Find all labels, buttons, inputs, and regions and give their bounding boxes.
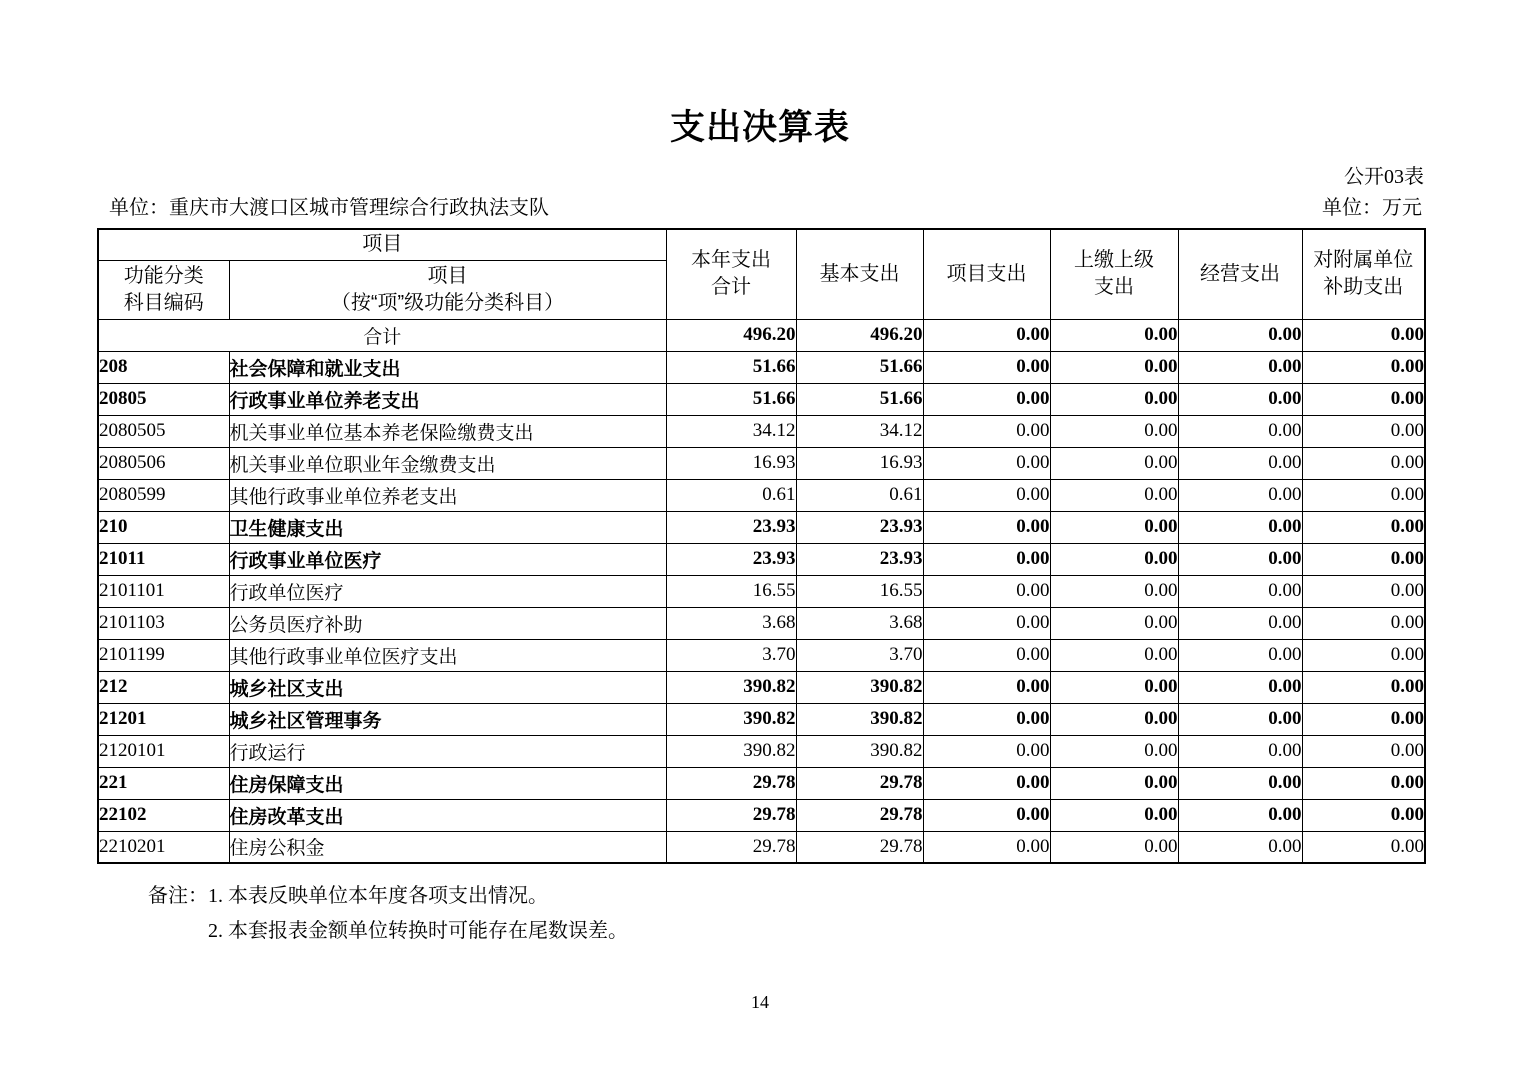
value-cell: 0.00 bbox=[1050, 607, 1178, 639]
value-cell: 390.82 bbox=[666, 671, 796, 703]
value-cell: 0.00 bbox=[1178, 671, 1302, 703]
value-cell: 29.78 bbox=[796, 767, 923, 799]
value-cell: 0.00 bbox=[923, 831, 1050, 863]
total-label-cell: 合计 bbox=[98, 319, 666, 351]
value-cell: 51.66 bbox=[796, 351, 923, 383]
header-function-code bbox=[98, 260, 229, 319]
value-cell: 16.93 bbox=[666, 447, 796, 479]
value-cell: 0.00 bbox=[923, 575, 1050, 607]
header-function-code-line2: 科目编码 bbox=[123, 291, 204, 314]
value-cell: 0.00 bbox=[1050, 351, 1178, 383]
value-cell: 0.00 bbox=[1050, 383, 1178, 415]
value-cell: 0.00 bbox=[1302, 383, 1425, 415]
value-cell: 0.00 bbox=[1050, 575, 1178, 607]
code-cell: 21201 bbox=[98, 703, 229, 735]
value-cell: 0.00 bbox=[1302, 671, 1425, 703]
item-name-cell: 其他行政事业单位医疗支出 bbox=[229, 639, 666, 671]
item-name-cell: 行政事业单位养老支出 bbox=[229, 383, 666, 415]
item-name-cell: 住房改革支出 bbox=[229, 799, 666, 831]
notes bbox=[148, 879, 628, 949]
value-cell: 34.12 bbox=[666, 415, 796, 447]
value-cell: 23.93 bbox=[796, 543, 923, 575]
value-cell: 0.00 bbox=[1302, 351, 1425, 383]
value-cell: 0.00 bbox=[1178, 543, 1302, 575]
value-cell: 0.00 bbox=[1050, 831, 1178, 863]
value-cell: 0.61 bbox=[796, 479, 923, 511]
value-cell: 0.00 bbox=[1302, 639, 1425, 671]
table-row bbox=[98, 543, 1425, 575]
item-name-cell: 住房公积金 bbox=[229, 831, 666, 863]
value-cell: 23.93 bbox=[666, 543, 796, 575]
value-cell: 51.66 bbox=[796, 383, 923, 415]
value-cell: 0.00 bbox=[1178, 703, 1302, 735]
code-cell: 2120101 bbox=[98, 735, 229, 767]
money-unit-label: 单位：万元 bbox=[1322, 197, 1422, 219]
header-item-name bbox=[229, 260, 666, 319]
header-upper-level-line1: 上缴上级 bbox=[1074, 249, 1154, 272]
header-year-total-line1: 本年支出 bbox=[691, 249, 771, 272]
item-name-cell: 城乡社区支出 bbox=[229, 671, 666, 703]
value-cell: 0.00 bbox=[923, 319, 1050, 351]
value-cell: 390.82 bbox=[796, 735, 923, 767]
value-cell: 0.00 bbox=[923, 543, 1050, 575]
table-row bbox=[98, 383, 1425, 415]
value-cell: 3.68 bbox=[796, 607, 923, 639]
value-cell: 0.00 bbox=[923, 447, 1050, 479]
table-row bbox=[98, 671, 1425, 703]
value-cell: 23.93 bbox=[666, 511, 796, 543]
value-cell: 0.00 bbox=[1050, 511, 1178, 543]
value-cell: 0.00 bbox=[1050, 735, 1178, 767]
value-cell: 0.00 bbox=[923, 607, 1050, 639]
header-project-expense: 项目支出 bbox=[923, 229, 1050, 319]
code-cell: 212 bbox=[98, 671, 229, 703]
value-cell: 0.00 bbox=[923, 671, 1050, 703]
code-cell: 21011 bbox=[98, 543, 229, 575]
value-cell: 51.66 bbox=[666, 383, 796, 415]
value-cell: 0.00 bbox=[1178, 831, 1302, 863]
header-basic-expense: 基本支出 bbox=[796, 229, 923, 319]
page-number: 14 bbox=[751, 992, 769, 1012]
value-cell: 16.93 bbox=[796, 447, 923, 479]
value-cell: 0.00 bbox=[1302, 799, 1425, 831]
value-cell: 0.00 bbox=[923, 415, 1050, 447]
code-cell: 221 bbox=[98, 767, 229, 799]
value-cell: 0.00 bbox=[1178, 639, 1302, 671]
value-cell: 0.00 bbox=[1050, 799, 1178, 831]
value-cell: 0.00 bbox=[1050, 703, 1178, 735]
code-cell: 2080599 bbox=[98, 479, 229, 511]
value-cell: 0.00 bbox=[1302, 735, 1425, 767]
header-subsidy bbox=[1302, 229, 1425, 319]
item-name-cell: 行政运行 bbox=[229, 735, 666, 767]
value-cell: 29.78 bbox=[666, 831, 796, 863]
header-subsidy-line1: 对附属单位 bbox=[1313, 249, 1414, 272]
header-subsidy-line2: 补助支出 bbox=[1323, 276, 1404, 299]
note-line: 2. 本套报表金额单位转换时可能存在尾数误差。 bbox=[208, 920, 628, 942]
value-cell: 0.00 bbox=[1302, 447, 1425, 479]
value-cell: 3.70 bbox=[666, 639, 796, 671]
value-cell: 0.00 bbox=[1302, 767, 1425, 799]
value-cell: 16.55 bbox=[666, 575, 796, 607]
value-cell: 0.00 bbox=[1302, 703, 1425, 735]
value-cell: 0.00 bbox=[1050, 543, 1178, 575]
value-cell: 390.82 bbox=[666, 735, 796, 767]
expenditure-table bbox=[97, 228, 1426, 864]
header-upper-level-line2: 支出 bbox=[1094, 276, 1134, 299]
value-cell: 0.00 bbox=[1178, 511, 1302, 543]
item-name-cell: 机关事业单位基本养老保险缴费支出 bbox=[229, 415, 666, 447]
notes-label: 备注： bbox=[148, 885, 208, 907]
value-cell: 0.00 bbox=[1178, 607, 1302, 639]
value-cell: 0.00 bbox=[1178, 383, 1302, 415]
value-cell: 0.00 bbox=[1302, 511, 1425, 543]
code-cell: 2210201 bbox=[98, 831, 229, 863]
item-name-cell: 卫生健康支出 bbox=[229, 511, 666, 543]
header-item-name-line1: 项目 bbox=[427, 264, 468, 287]
value-cell: 0.00 bbox=[1178, 351, 1302, 383]
value-cell: 0.00 bbox=[1050, 319, 1178, 351]
item-name-cell: 社会保障和就业支出 bbox=[229, 351, 666, 383]
note-line: 1. 本表反映单位本年度各项支出情况。 bbox=[208, 885, 548, 907]
value-cell: 0.00 bbox=[923, 767, 1050, 799]
table-row bbox=[98, 831, 1425, 863]
value-cell: 0.00 bbox=[1302, 319, 1425, 351]
meta-row bbox=[97, 191, 1424, 220]
value-cell: 0.00 bbox=[923, 799, 1050, 831]
item-name-cell: 城乡社区管理事务 bbox=[229, 703, 666, 735]
code-cell: 2101101 bbox=[98, 575, 229, 607]
value-cell: 0.00 bbox=[923, 351, 1050, 383]
value-cell: 29.78 bbox=[666, 799, 796, 831]
value-cell: 0.00 bbox=[1178, 767, 1302, 799]
code-cell: 2080505 bbox=[98, 415, 229, 447]
header-project-group: 项目 bbox=[98, 229, 666, 260]
value-cell: 23.93 bbox=[796, 511, 923, 543]
table-header bbox=[98, 229, 1425, 319]
value-cell: 0.00 bbox=[1302, 831, 1425, 863]
value-cell: 390.82 bbox=[796, 703, 923, 735]
form-code-label: 公开03表 bbox=[1344, 166, 1424, 188]
value-cell: 0.00 bbox=[923, 735, 1050, 767]
value-cell: 3.70 bbox=[796, 639, 923, 671]
value-cell: 29.78 bbox=[666, 767, 796, 799]
total-row bbox=[98, 319, 1425, 351]
value-cell: 0.00 bbox=[1178, 479, 1302, 511]
value-cell: 0.00 bbox=[1178, 735, 1302, 767]
header-year-total bbox=[666, 229, 796, 319]
header-year-total-line2: 合计 bbox=[711, 276, 751, 299]
code-cell: 208 bbox=[98, 351, 229, 383]
code-cell: 210 bbox=[98, 511, 229, 543]
value-cell: 496.20 bbox=[666, 319, 796, 351]
value-cell: 0.00 bbox=[1178, 799, 1302, 831]
value-cell: 0.00 bbox=[1302, 607, 1425, 639]
value-cell: 16.55 bbox=[796, 575, 923, 607]
table-row bbox=[98, 415, 1425, 447]
page-title: 支出决算表 bbox=[669, 108, 850, 147]
value-cell: 0.00 bbox=[1302, 543, 1425, 575]
code-cell: 2080506 bbox=[98, 447, 229, 479]
value-cell: 0.00 bbox=[923, 383, 1050, 415]
value-cell: 0.00 bbox=[923, 479, 1050, 511]
item-name-cell: 行政事业单位医疗 bbox=[229, 543, 666, 575]
table-body bbox=[98, 319, 1425, 863]
table-row bbox=[98, 351, 1425, 383]
value-cell: 51.66 bbox=[666, 351, 796, 383]
org-unit-label: 单位：重庆市大渡口区城市管理综合行政执法支队 bbox=[109, 197, 549, 219]
value-cell: 0.00 bbox=[1050, 639, 1178, 671]
value-cell: 34.12 bbox=[796, 415, 923, 447]
value-cell: 0.00 bbox=[1050, 479, 1178, 511]
table-row bbox=[98, 575, 1425, 607]
header-item-name-line2: （按“项”级功能分类科目） bbox=[330, 291, 565, 314]
code-cell: 20805 bbox=[98, 383, 229, 415]
notes-lines bbox=[208, 879, 628, 949]
table-row bbox=[98, 767, 1425, 799]
value-cell: 0.00 bbox=[1178, 319, 1302, 351]
table-row bbox=[98, 703, 1425, 735]
table-row bbox=[98, 799, 1425, 831]
code-cell: 22102 bbox=[98, 799, 229, 831]
value-cell: 0.00 bbox=[1178, 415, 1302, 447]
value-cell: 390.82 bbox=[666, 703, 796, 735]
value-cell: 0.00 bbox=[1050, 447, 1178, 479]
value-cell: 0.00 bbox=[1178, 447, 1302, 479]
table-row bbox=[98, 607, 1425, 639]
value-cell: 496.20 bbox=[796, 319, 923, 351]
header-upper-level bbox=[1050, 229, 1178, 319]
item-name-cell: 住房保障支出 bbox=[229, 767, 666, 799]
value-cell: 0.00 bbox=[923, 639, 1050, 671]
item-name-cell: 其他行政事业单位养老支出 bbox=[229, 479, 666, 511]
table-row bbox=[98, 447, 1425, 479]
item-name-cell: 行政单位医疗 bbox=[229, 575, 666, 607]
value-cell: 0.00 bbox=[1050, 671, 1178, 703]
value-cell: 3.68 bbox=[666, 607, 796, 639]
table-row bbox=[98, 511, 1425, 543]
table-row bbox=[98, 639, 1425, 671]
value-cell: 0.00 bbox=[1178, 575, 1302, 607]
item-name-cell: 机关事业单位职业年金缴费支出 bbox=[229, 447, 666, 479]
value-cell: 0.00 bbox=[1302, 479, 1425, 511]
code-cell: 2101199 bbox=[98, 639, 229, 671]
value-cell: 0.00 bbox=[1302, 415, 1425, 447]
table-row bbox=[98, 735, 1425, 767]
table-row bbox=[98, 479, 1425, 511]
value-cell: 0.61 bbox=[666, 479, 796, 511]
value-cell: 29.78 bbox=[796, 799, 923, 831]
header-operating-expense: 经营支出 bbox=[1178, 229, 1302, 319]
value-cell: 29.78 bbox=[796, 831, 923, 863]
value-cell: 0.00 bbox=[1050, 415, 1178, 447]
value-cell: 0.00 bbox=[923, 703, 1050, 735]
value-cell: 390.82 bbox=[796, 671, 923, 703]
value-cell: 0.00 bbox=[923, 511, 1050, 543]
code-cell: 2101103 bbox=[98, 607, 229, 639]
header-function-code-line1: 功能分类 bbox=[123, 264, 204, 287]
value-cell: 0.00 bbox=[1050, 767, 1178, 799]
value-cell: 0.00 bbox=[1302, 575, 1425, 607]
item-name-cell: 公务员医疗补助 bbox=[229, 607, 666, 639]
